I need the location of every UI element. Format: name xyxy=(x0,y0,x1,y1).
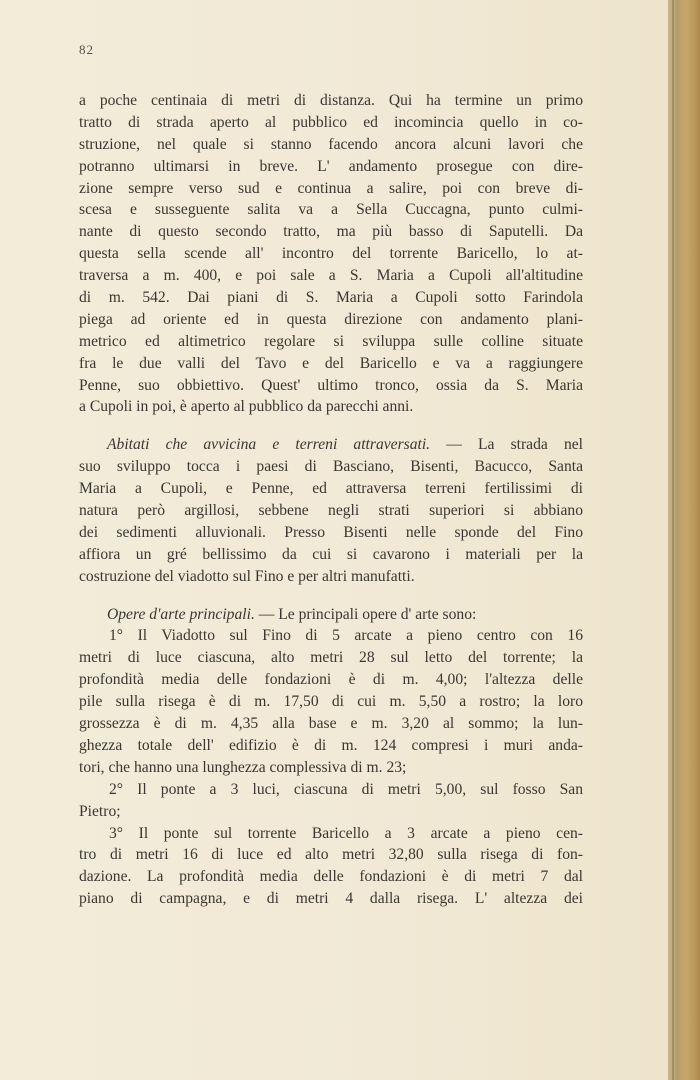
text-fragment: — La strada nel xyxy=(430,436,583,454)
text-line: dei sedimenti alluvionali. Presso Bisenti nelle sponde del Fino xyxy=(79,523,583,541)
text-line: 2° Il ponte a 3 luci, ciascuna di metri 5,00, sul fosso San xyxy=(109,780,583,798)
section-inhabited-areas xyxy=(79,434,583,587)
text-line: costruzione del viadotto sul Fino e per altri manufatti. xyxy=(79,567,415,585)
page-body xyxy=(79,90,583,910)
text-line: dazione. La profondità media delle fondazioni è di metri 7 dal xyxy=(79,868,583,886)
text-line: fra le due valli del Tavo e del Baricello e va a raggiungere xyxy=(79,354,583,372)
text-line: grossezza è di m. 4,35 alla base e m. 3,20 al sommo; la lun- xyxy=(79,715,583,733)
page-number: 82 xyxy=(79,42,94,57)
text-line: di m. 542. Dai piani di S. Maria a Cupoli sotto Farindola xyxy=(79,289,583,307)
text-line: metri di luce ciascuna, alto metri 28 sul letto del torrente; la xyxy=(79,649,583,667)
text-line: traversa a m. 400, e poi sale a S. Maria a Cupoli all'altitudine xyxy=(79,267,583,285)
text-line: scesa e susseguente salita va a Sella Cuccagna, punto culmi- xyxy=(79,201,583,219)
text-line: tro di metri 16 di luce ed alto metri 32,80 sulla risega di fon- xyxy=(79,846,583,864)
text-line: suo sviluppo tocca i paesi di Basciano, Bisenti, Bacucco, Santa xyxy=(79,458,583,476)
text-line: questa sella scende all' incontro del torrente Baricello, lo at- xyxy=(79,245,583,263)
text-line: piano di campagna, e di metri 4 dalla risega. L' altezza dei xyxy=(79,890,583,908)
section-principal-works xyxy=(79,604,583,910)
text-line: 3° Il ponte sul torrente Baricello a 3 arcate a pieno cen- xyxy=(109,824,583,842)
text-line: metrico ed altimetrico regolare si sviluppa sulle colline situate xyxy=(79,332,583,350)
text-fragment: — Le principali opere d' arte sono: xyxy=(254,605,477,623)
text-line: 1° Il Viadotto sul Fino di 5 arcate a pieno centro con 16 xyxy=(109,627,583,645)
text-line: Pietro; xyxy=(79,802,121,820)
text-line: Maria a Cupoli, e Penne, ed attraversa terreni fertilissimi di xyxy=(79,480,583,498)
section-heading: Abitati che avvicina e terreni attraversati. xyxy=(107,436,431,454)
text-line: tratto di strada aperto al pubblico ed incomincia quello in co- xyxy=(79,113,583,131)
text-line: natura però argillosi, sebbene negli strati superiori si abbiano xyxy=(79,502,583,520)
text-line: tori, che hanno una lunghezza complessiva di m. 23; xyxy=(79,758,407,776)
text-line: nante di questo secondo tratto, ma più basso di Saputelli. Da xyxy=(79,223,583,241)
section-heading: Opere d'arte principali. xyxy=(107,605,255,623)
text-line: struzione, nel quale si stanno facendo ancora alcuni lavori che xyxy=(79,135,583,153)
text-line: zione sempre verso sud e continua a salire, poi con breve di- xyxy=(79,179,583,197)
text-line: affiora un gré bellissimo da cui si cavarono i materiali per la xyxy=(79,545,583,563)
text-line: ghezza totale dell' edifizio è di m. 124 compresi i muri anda- xyxy=(79,736,583,754)
paragraph-intro xyxy=(79,90,583,418)
text-line: Penne, suo obbiettivo. Quest' ultimo tronco, ossia da S. Maria xyxy=(79,376,583,394)
text-line: potranno ultimarsi in breve. L' andamento prosegue con dire- xyxy=(79,157,583,175)
text-line: profondità media delle fondazioni è di m. 4,00; l'altezza delle xyxy=(79,671,583,689)
text-line: pile sulla risega è di m. 17,50 di cui m. 5,50 a rostro; la loro xyxy=(79,693,583,711)
text-line: a poche centinaia di metri di distanza. Qui ha termine un primo xyxy=(79,92,583,109)
book-spine-edge xyxy=(668,0,700,1080)
text-line: a Cupoli in poi, è aperto al pubblico da parecchi anni. xyxy=(79,398,414,416)
text-line: piega ad oriente ed in questa direzione con andamento plani- xyxy=(79,310,583,328)
